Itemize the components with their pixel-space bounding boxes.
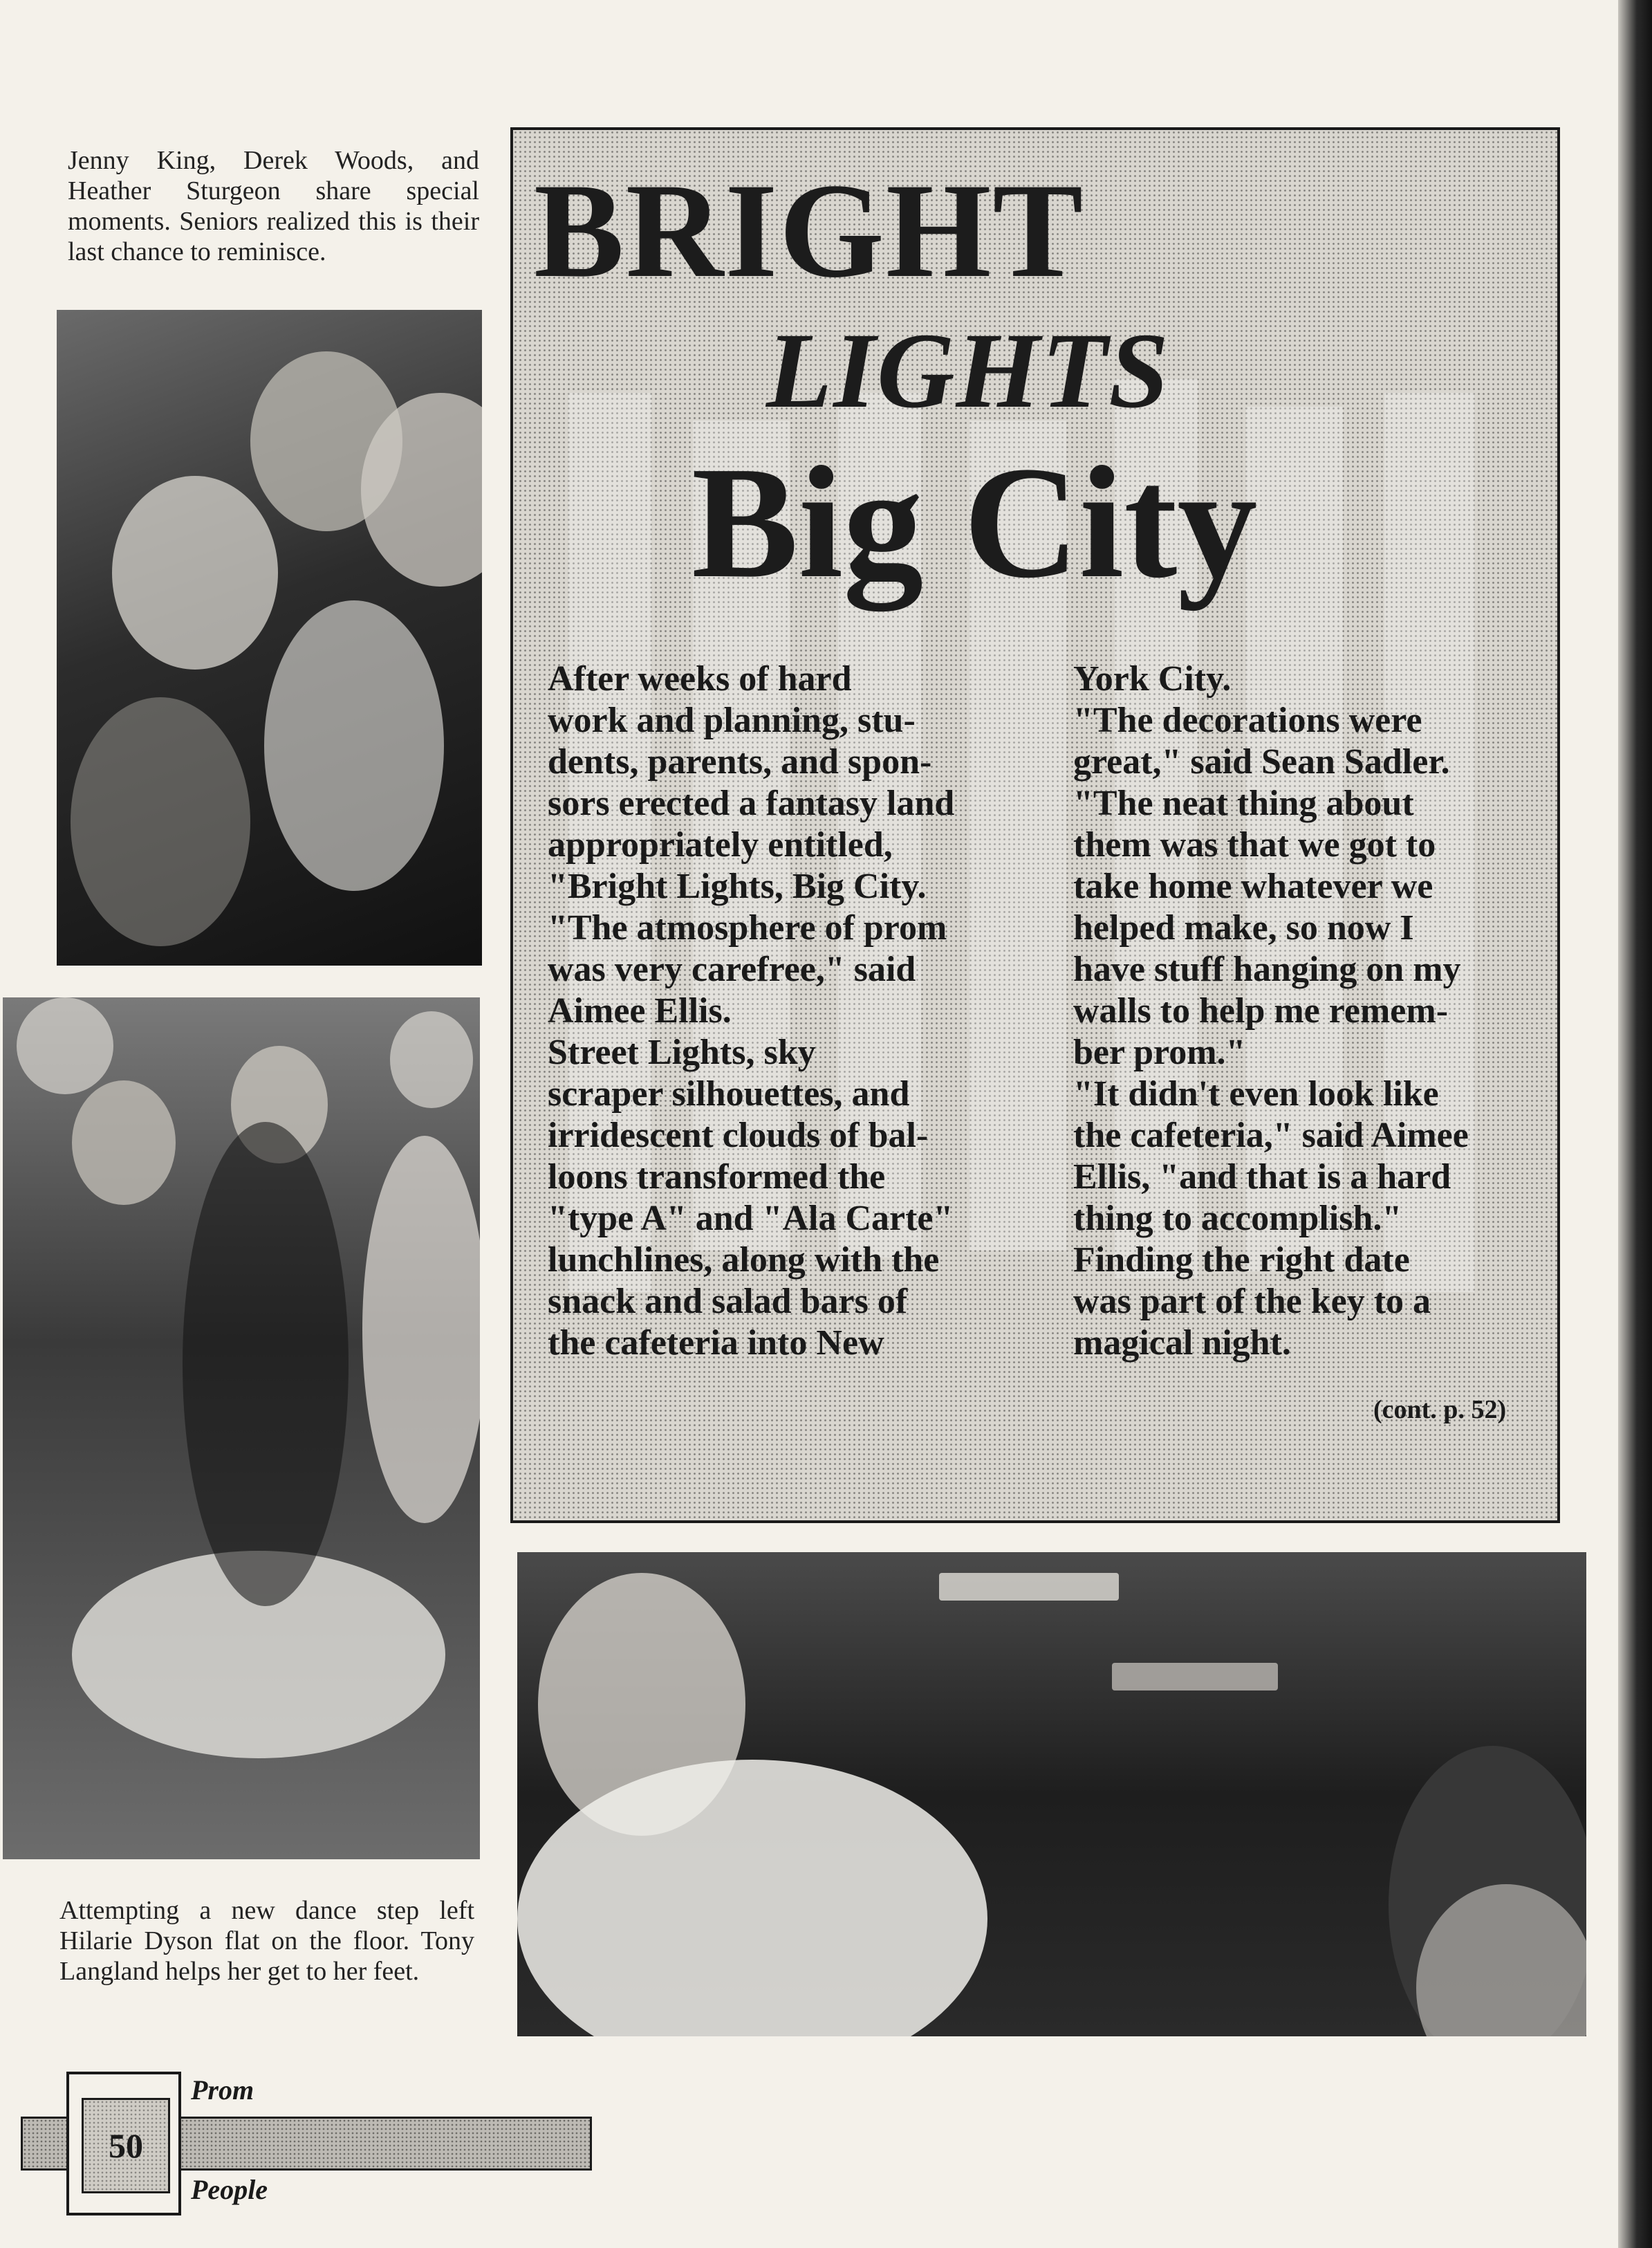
continued-note: (cont. p. 52) xyxy=(1373,1395,1507,1424)
section-label-people: People xyxy=(191,2174,268,2205)
photo-students-posing xyxy=(57,310,482,966)
headline-big-city: Big City xyxy=(692,434,1258,611)
article-column-1: After weeks of hard work and planning, stu- dents, parents, and spon- sors erected a fantasy land appropriately entitled, "Bright Lights, Big City. "The atmosphere of prom was very carefree," said Aimee Ellis. Street Lights, sky scraper silhouettes, and irridescent clouds of bal- loons transformed the "type A" and "Ala Carte" lunchlines, along with the snack and salad bars of the cafeteria into New xyxy=(548,659,955,1363)
page-number: 50 xyxy=(82,2098,170,2193)
photo-dance-floor xyxy=(3,997,480,1859)
photo-caption-top: Jenny King, Derek Woods, and Heather Sturgeon share special moments. Seniors realized this is their last chance to reminisce. xyxy=(68,146,479,266)
headline-bright: BRIGHT xyxy=(534,156,1085,306)
page-number-box xyxy=(66,2072,181,2215)
photo-award-presentation xyxy=(517,1552,1586,2036)
page-edge xyxy=(1618,0,1652,2248)
photo-caption-bottom: Attempting a new dance step left Hilarie Dyson flat on the floor. Tony Langland helps her get to her feet. xyxy=(59,1896,474,1986)
section-label-prom: Prom xyxy=(191,2074,254,2106)
article-column-2: York City. "The decorations were great," said Sean Sadler. "The neat thing about them was that we got to take home whatever we helped make, so now I have stuff hanging on my walls to help me remem- ber prom." "It didn't even look like the cafeteria," said Aimee Ellis, "and that is a hard thing to accomplish." Finding the right date was part of the key to a magical night. xyxy=(1073,659,1469,1363)
headline-lights: LIGHTS xyxy=(766,311,1171,430)
